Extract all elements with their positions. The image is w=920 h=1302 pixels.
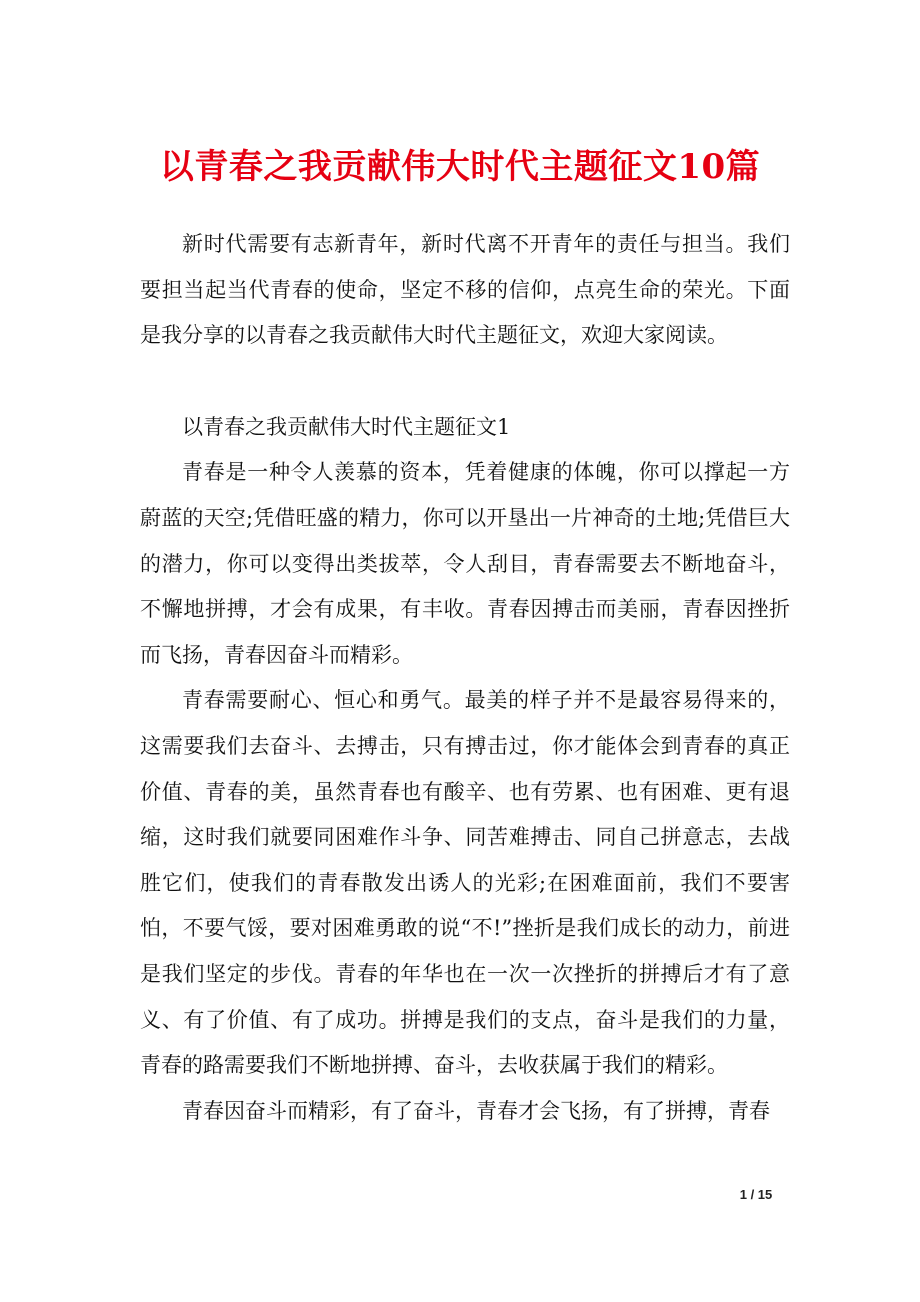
page-number: 1 / 15 bbox=[739, 1187, 773, 1202]
section-heading: 以青春之我贡献伟大时代主题征文1 bbox=[182, 414, 511, 439]
intro-paragraph: 新时代需要有志新青年，新时代离不开青年的责任与担当。我们要担当起当代青春的使命，坚定不移的信仰，点亮生命的荣光。下面是我分享的以青春之我贡献伟大时代主题征文，欢迎大家阅读。 bbox=[140, 232, 790, 348]
document-title: 以青春之我贡献伟大时代主题征文10篇 bbox=[159, 147, 761, 187]
body-paragraph: 青春是一种令人羡慕的资本，凭着健康的体魄，你可以撑起一方蔚蓝的天空;凭借旺盛的精力，你可以开垦出一片神奇的土地;凭借巨大的潜力，你可以变得出类拔萃，令人刮目，青春需要去不断地奋斗，不懈地拼搏，才会有成果，有丰收。青春因搏击而美丽，青春因挫折而飞扬，青春因奋斗而精彩。 bbox=[140, 460, 790, 667]
document-body bbox=[140, 222, 790, 1134]
body-paragraph: 青春需要耐心、恒心和勇气。最美的样子并不是最容易得来的，这需要我们去奋斗、去搏击，只有搏击过，你才能体会到青春的真正价值、青春的美，虽然青春也有酸辛、也有劳累、也有困难、更有退缩，这时我们就要同困难作斗争、同苦难搏击、同自己拼意志，去战胜它们，使我们的青春散发出诱人的光彩;在困难面前，我们不要害怕，不要气馁，要对困难勇敢的说“不!”挫折是我们成长的动力，前进是我们坚定的步伐。青春的年华也在一次一次挫折的拼搏后才有了意义、有了价值、有了成功。拼搏是我们的支点，奋斗是我们的力量，青春的路需要我们不断地拼搏、奋斗，去收获属于我们的精彩。 bbox=[140, 688, 790, 1078]
body-paragraph: 青春因奋斗而精彩，有了奋斗，青春才会飞扬，有了拼搏，青春 bbox=[182, 1098, 770, 1123]
